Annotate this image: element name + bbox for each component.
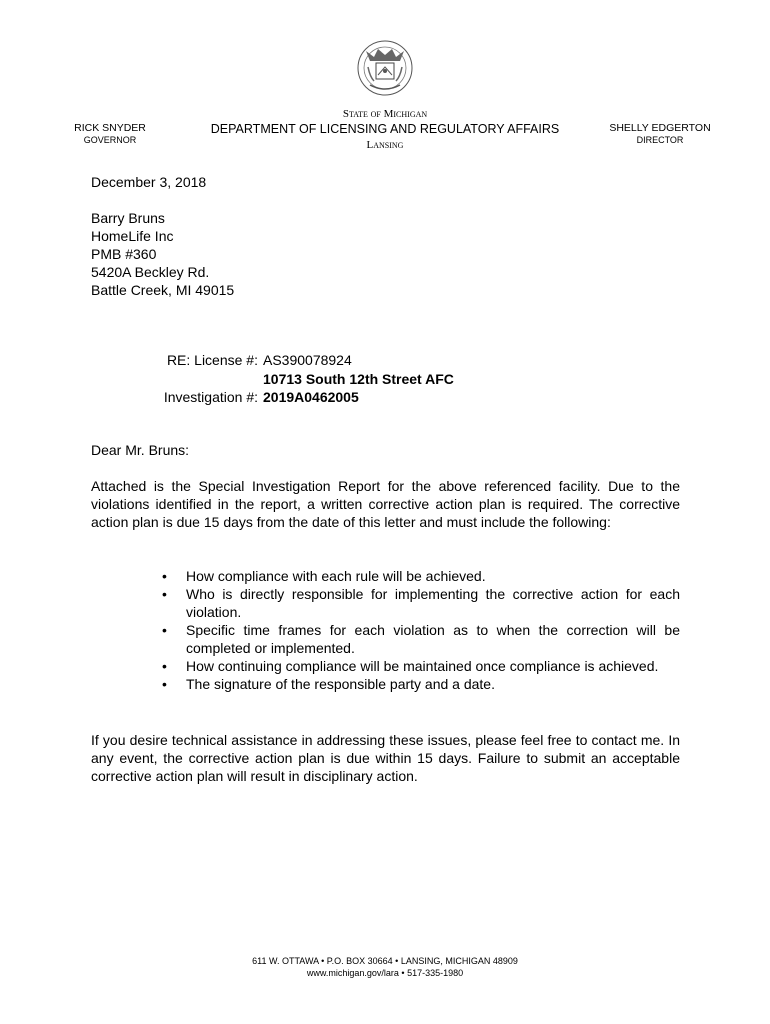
bullet-icon: • xyxy=(162,676,167,692)
letter-date: December 3, 2018 xyxy=(91,174,207,190)
recipient-line: Battle Creek, MI 49015 xyxy=(91,282,235,298)
director-title: DIRECTOR xyxy=(636,135,684,145)
city-heading: Lansing xyxy=(366,139,404,151)
recipient-line: PMB #360 xyxy=(91,246,157,262)
list-item xyxy=(162,621,680,657)
bullet-icon: • xyxy=(162,586,167,602)
recipient-line: 5420A Beckley Rd. xyxy=(91,264,210,280)
bullet-icon: • xyxy=(162,622,167,638)
list-item-text: How compliance with each rule will be achieved. xyxy=(186,568,486,584)
footer-contact: www.michigan.gov/lara • 517-335-1980 xyxy=(306,968,464,978)
letter-footer xyxy=(0,955,770,979)
salutation: Dear Mr. Bruns: xyxy=(91,442,190,458)
list-item-text: How continuing compliance will be maintained once compliance is achieved. xyxy=(186,658,659,674)
list-item-text: The signature of the responsible party and a date. xyxy=(186,676,495,692)
body-paragraph-1: Attached is the Special Investigation Report for the above referenced facility. Due to the violations identified in the report, a written corrective action plan is required. The corrective action plan is due 15 days from the date of this letter and must include the following: xyxy=(91,478,680,530)
governor-title: GOVERNOR xyxy=(83,135,137,145)
governor-name: RICK SNYDER xyxy=(74,122,146,134)
facility-name: 10713 South 12th Street AFC xyxy=(263,370,454,387)
investigation-label: Investigation #: xyxy=(163,389,258,405)
recipient-line: HomeLife Inc xyxy=(91,228,174,244)
requirements-list xyxy=(162,567,680,693)
governor-block xyxy=(68,122,152,146)
director-name: SHELLY EDGERTON xyxy=(609,122,711,134)
license-number: AS390078924 xyxy=(263,352,352,368)
reference-values xyxy=(263,351,454,407)
list-item xyxy=(162,675,680,693)
list-item-text: Specific time frames for each violation as to when the correction will be completed or implemented. xyxy=(186,622,680,656)
list-item xyxy=(162,585,680,621)
bullet-icon: • xyxy=(162,568,167,584)
list-item xyxy=(162,567,680,585)
bullet-icon: • xyxy=(162,658,167,674)
list-item xyxy=(162,657,680,675)
department-heading: DEPARTMENT OF LICENSING AND REGULATORY AFFAIRS xyxy=(210,122,560,136)
state-seal-icon xyxy=(356,37,414,97)
investigation-number: 2019A0462005 xyxy=(263,389,359,405)
state-heading: State of Michigan xyxy=(342,108,428,120)
body-paragraph-2: If you desire technical assistance in addressing these issues, please feel free to contact me. In any event, the corrective action plan is due within 15 days. Failure to submit an acceptable corrective action plan will result in disciplinary action. xyxy=(91,732,680,784)
footer-address: 611 W. OTTAWA • P.O. BOX 30664 • LANSING, MICHIGAN 48909 xyxy=(252,956,518,966)
director-block xyxy=(600,122,720,146)
recipient-address xyxy=(91,209,234,299)
recipient-line: Barry Bruns xyxy=(91,210,165,226)
license-label: RE: License #: xyxy=(166,352,258,368)
reference-labels xyxy=(146,351,258,407)
list-item-text: Who is directly responsible for implementing the corrective action for each violation. xyxy=(186,586,680,620)
